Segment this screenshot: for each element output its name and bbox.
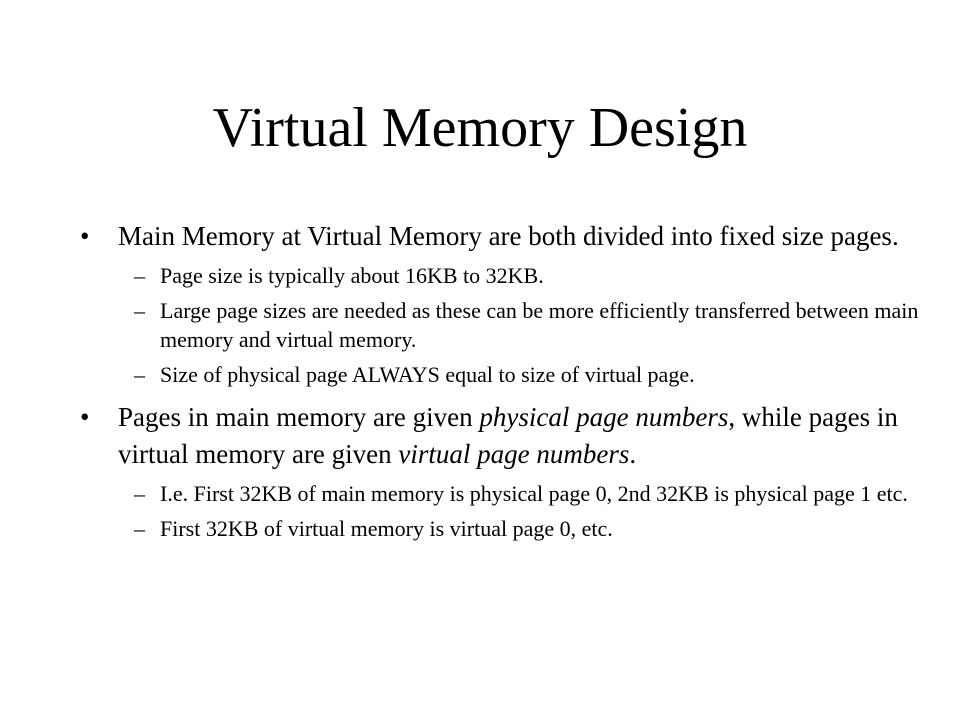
dash-icon: – xyxy=(134,516,145,541)
dash-icon: – xyxy=(134,481,145,506)
slide-title: Virtual Memory Design xyxy=(212,97,748,159)
sub-bullet-text: Large page sizes are needed as these can be more efficiently transferred between main memory and virtual memory. xyxy=(160,298,919,352)
bullet-text: Pages in main memory are given physical page numbers, while pages in virtual memory are given virtual page numbers. xyxy=(118,402,898,469)
dash-icon: – xyxy=(134,263,145,288)
bullet-icon: • xyxy=(80,221,90,251)
dash-icon: – xyxy=(134,298,145,323)
bullet-item xyxy=(80,399,920,473)
sub-bullet-item xyxy=(80,514,920,543)
sub-bullet-text: Size of physical page ALWAYS equal to size of virtual page. xyxy=(160,362,695,387)
sub-bullet-text: First 32KB of virtual memory is virtual page 0, etc. xyxy=(160,516,613,541)
sub-bullet-text: I.e. First 32KB of main memory is physical page 0, 2nd 32KB is physical page 1 etc. xyxy=(160,481,908,506)
bullet-text: Main Memory at Virtual Memory are both divided into fixed size pages. xyxy=(118,221,899,251)
sub-bullet-item xyxy=(80,261,920,290)
sub-bullet-text: Page size is typically about 16KB to 32KB. xyxy=(160,263,544,288)
sub-bullet-item xyxy=(80,479,920,508)
bullet-item xyxy=(80,218,920,255)
slide-content xyxy=(80,218,920,543)
sub-bullet-item xyxy=(80,296,920,354)
emphasis-physical-page-numbers: physical page numbers xyxy=(479,402,729,432)
sub-bullet-item xyxy=(80,360,920,389)
emphasis-virtual-page-numbers: virtual page numbers xyxy=(398,439,630,469)
dash-icon: – xyxy=(134,362,145,387)
bullet-icon: • xyxy=(80,402,90,432)
